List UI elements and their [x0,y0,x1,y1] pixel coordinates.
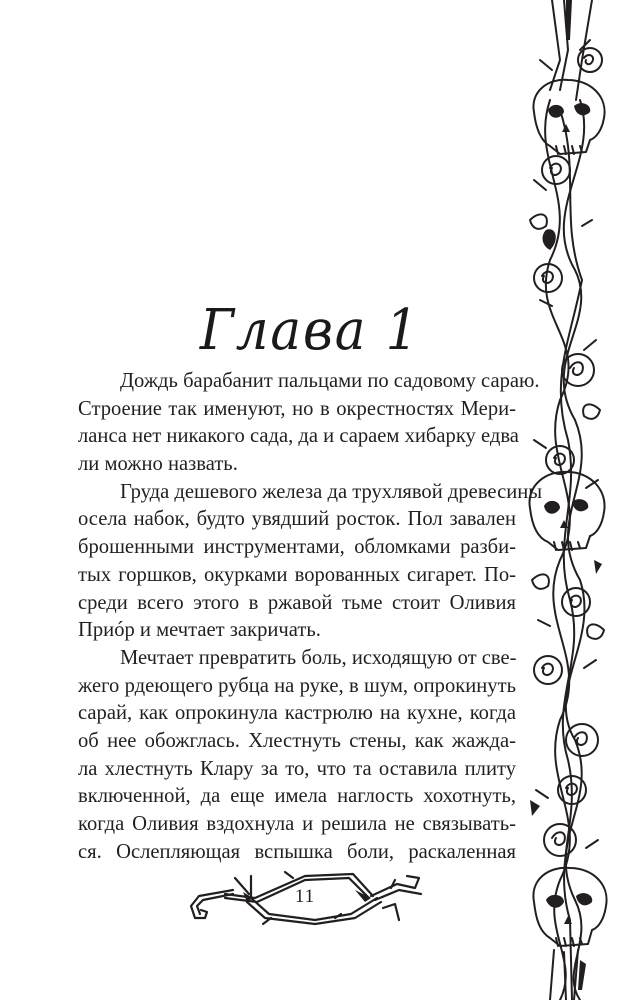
text-line: брошенными инструментами, обломками разби- [78,536,516,559]
page-number: 11 [294,886,316,907]
text-line: Приóр и мечтает закричать. [78,619,321,642]
text-line: сарай, как опрокинула кастрюлю на кухне, когда [78,702,516,725]
text-line: ла хлестнуть Клару за то, что та оставила плиту [78,757,516,780]
text-line: Груда дешевого железа да трухлявой древесины [120,480,543,503]
text-line: среди всего этого в ржавой тьме стоит Оливия [78,591,516,614]
text-line: об нее обожглась. Хлестнуть стены, как жажда- [78,729,516,752]
chapter-body-text [78,368,543,866]
text-line: ли можно назвать. [78,453,238,476]
skulls-and-roses-vine-border-icon [520,0,618,1000]
text-line: когда Оливия вздохнула и решила не связывать- [78,813,516,835]
text-line: жего рдеющего рубца на руке, в шум, опрокинуть [78,674,516,697]
text-line: тых горшков, окурками ворованных сигарет. По- [78,563,516,586]
text-line: Дождь барабанит пальцами по садовому сараю. [120,370,540,392]
page-number-ornament [185,868,425,934]
text-line: осела набок, будто увядший росток. Пол завален [78,508,516,531]
text-line: ся. Ослепляющая вспышка боли, раскаленная [78,840,516,863]
text-line: Строение так именуют, но в окрестностях Мери- [78,397,516,420]
text-line: включенной, да еще имела наглость хохотнуть, [78,785,516,808]
chapter-title: Глава 1 [199,297,421,363]
text-line: ланса нет никакого сада, да и сараем хибарку едва [78,425,519,448]
text-line: Мечтает превратить боль, исходящую от све- [120,646,517,669]
